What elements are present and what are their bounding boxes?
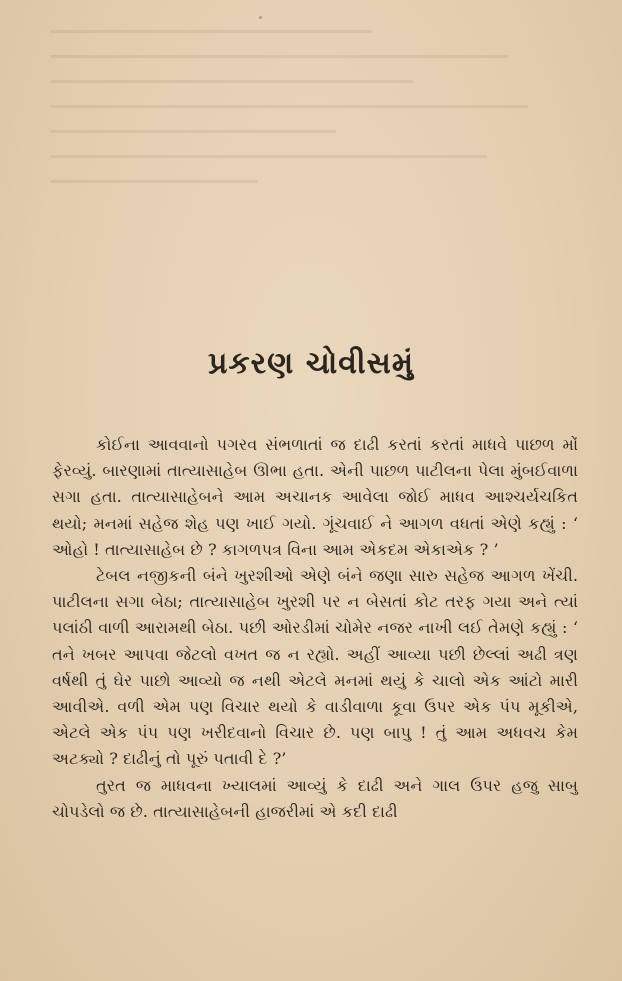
- paragraph-3: તુરત જ માધવના ખ્યાલમાં આવ્યું કે દાઢી અને ગાલ ઉપર હજુ સાબુ ચોપડેલો જ છે. તાત્યાસાહેબની હાજરીમાં એ કદી દાઢી: [52, 775, 578, 821]
- ink-speck: [259, 16, 262, 19]
- bleed-through-text: [50, 30, 570, 310]
- chapter-body: [52, 432, 578, 825]
- chapter-title: પ્રકરણ ચોવીસમું: [207, 346, 414, 381]
- paragraph-2: ટેબલ નજીકની બંને ખુરશીઓ એણે બંને જણા સારુ સહેજ આગળ ખેંચી. પાટીલના સગા બેઠા; તાત્યાસાહેબ ખુરશી પર ન બેસતાં કોટ તરફ ગયા અને ત્યાં પલાંઠી વાળી આરામથી બેઠા. પછી ઓરડીમાં ચોમેર નજર નાખી લઈ તેમણે કહ્યું : ‘ તને ખબર આપવા જેટલો વખત જ ન રહ્યો. અહીં આવ્યા પછી છેલ્લાં અઢી ત્રણ વર્ષથી તું ઘેર પાછો આવ્યો જ નથી એટલે મનમાં થયું કે ચાલો એક આંટો મારી આવીએ. વળી એમ પણ વિચાર થયો કે વાડીવાળા કૂવા ઉપર એક પંપ મૂકીએ, એટલે એક પંપ પણ ખરીદવાનો વિચાર છે. પણ બાપુ ! તું આમ અધવચ કેમ અટક્યો ? દાઢીનું તો પૂરું પતાવી દે ?’: [52, 566, 578, 769]
- paragraph-1: કોઈના આવવાનો પગરવ સંભળાતાં જ દાઢી કરતાં કરતાં માધવે પાછળ મોં ફેરવ્યું. બારણામાં તાત્યાસાહેબ ઊભા હતા. એની પાછળ પાટીલના પેલા મુંબઈવાળા સગા હતા. તાત્યાસાહેબને આમ અચાનક આવેલા જોઈ માધવ આશ્ચર્યચકિત થયો; મનમાં સહેજ શેહ પણ ખાઈ ગયો. ગૂંચવાઈ ને આગળ વધતાં એણે કહ્યું : ‘ ઓહો ! તાત્યાસાહેબ છે ? કાગળપત્ર વિના આમ એકદમ એકાએક ? ’: [52, 435, 578, 559]
